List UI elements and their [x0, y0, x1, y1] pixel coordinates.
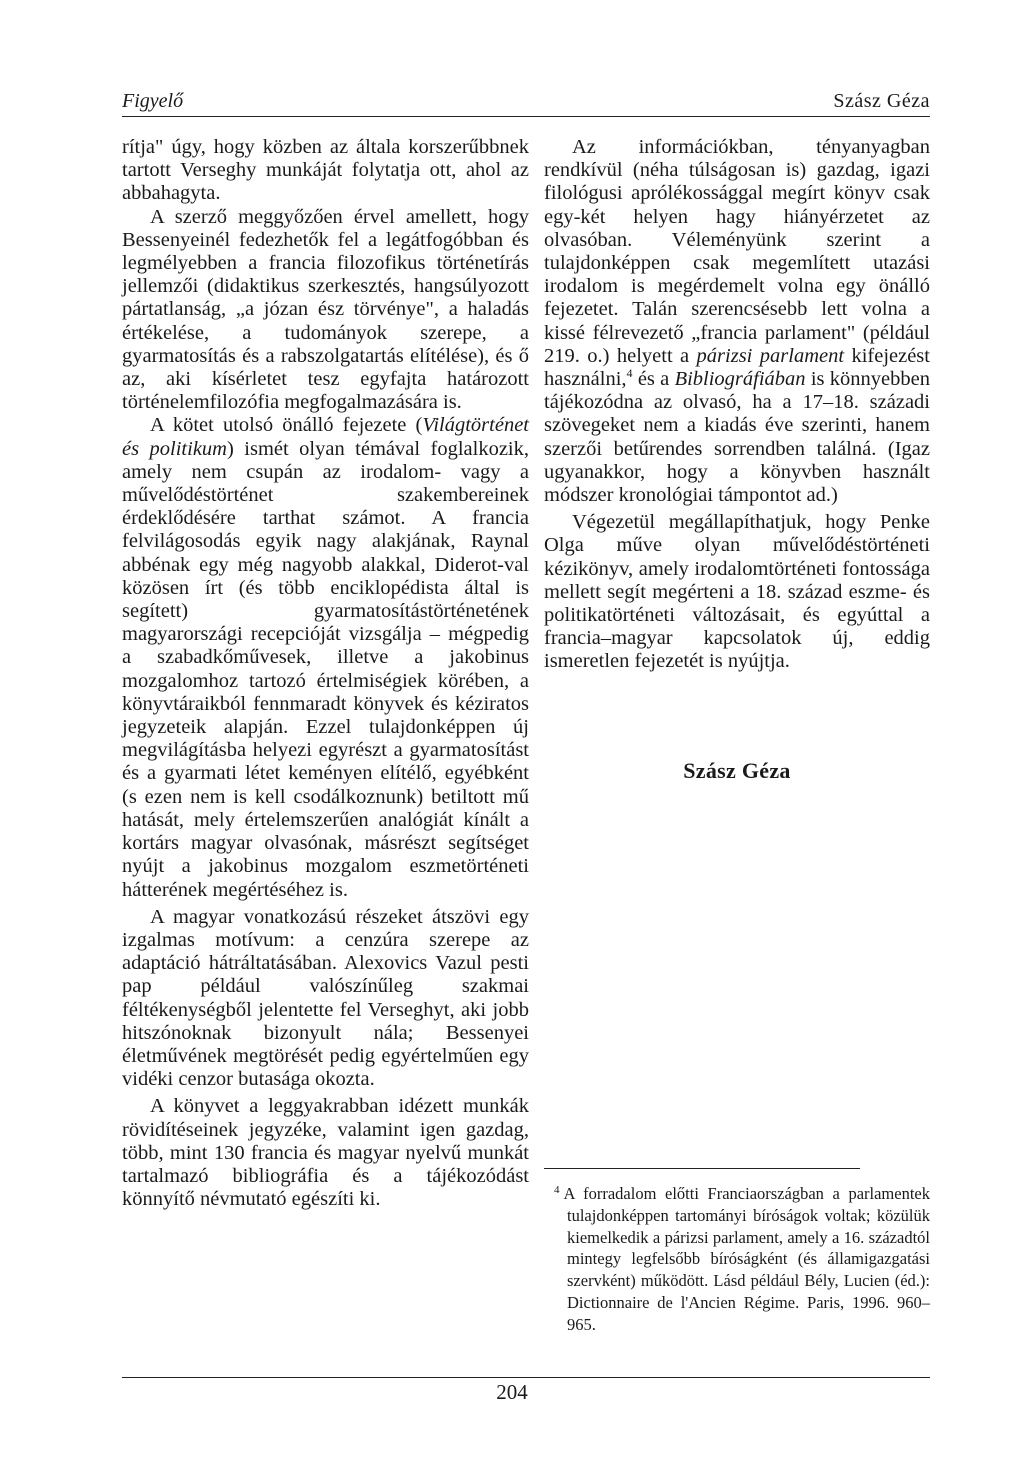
chapter-title: Világtörténet és politikum [122, 414, 529, 460]
section-title: Figyelő [122, 90, 184, 112]
emphasis: Bibliográfiában [674, 368, 806, 391]
paragraph: A kötet utolsó önálló fejezete (Világtörténet és politikum) ismét olyan témával foglalkozik, amely nem csupán az irodalom- vagy a művelődéstörténet szakembereinek érdeklődésére tarthat számot. A francia felvilágosodás egyik nagy alakjának, Raynal abbénak egy még nagyobb alakkal, Diderot-val közösen írt (és több enciklopédista által is segített) gyarmatosítástörténetének magyarországi recepcióját vizsgálja – mégpedig a szabadkőművesek, illetve a jakobinus mozgalomhoz tartozó értelmiségiek körében, a könyvtáraikból fennmaradt könyvek és kéziratos jegyzeteik alapján. Ezzel tulajdonképpen új megvilágításba helyezi egyrészt a gyarmatosítást és a gyarmati létet keményen elítélő, egyébként (s ezen nem is kell csodálkoznunk) betiltott mű hatását, mely értelemszerűen analógiát kínált a kortárs magyar olvasónak, másrészt segítséget nyújt a jakobinus mozgalom eszmetörténeti hátterének megértéséhez is. [122, 414, 530, 901]
page-number: 204 [496, 1380, 528, 1404]
paragraph: A magyar vonatkozású részeket átszövi egy izgalmas motívum: a cenzúra szerepe az adaptáció hátráltatásában. Alexovics Vazul pesti pap például valószínűleg szakmai féltékenységből jelentette fel Verseghyt, aki jobb hitszónoknak bizonyult nála; Bessenyei életművének megtörését pedig egyértelműen egy vidéki cenzor butasága okozta. [122, 905, 529, 1091]
paragraph: A könyvet a leggyakrabban idézett munkák rövidítéseinek jegyzéke, valamint igen gazdag, több, mint 130 francia és magyar nyelvű munkát tartalmazó bibliográfia és a tájékozódást könnyítő névmutató egészíti ki. [122, 1095, 529, 1211]
paragraph: Végezetül megállapíthatjuk, hogy Penke Olga műve olyan művelődéstörténeti kézikönyv, amely irodalomtörténeti fontossága mellett segít megérteni a 18. század eszme- és politikatörténeti változásait, és egyúttal a francia–magyar kapcsolatok új, eddig ismeretlen fejezetét is nyújtja. [544, 511, 930, 673]
emphasis: párizsi parlament [696, 344, 845, 367]
running-header [122, 86, 930, 117]
footnote [544, 1183, 930, 1336]
left-column [122, 136, 529, 1211]
footnote-divider [544, 1168, 860, 1169]
right-column [544, 136, 930, 674]
paragraph: rítja" úgy, hogy közben az általa korszerűbbnek tartott Verseghy munkáját folytatja ott, ahol az abbahagyta. [122, 136, 529, 205]
footer-divider [122, 1377, 930, 1378]
header-author: Szász Géza [833, 90, 930, 112]
footnote-number: 4 [554, 1183, 560, 1196]
paragraph: Az információkban, tényanyagban rendkívül (néha túlságosan is) gazdag, igazi filológusi aprólékossággal megírt könyv csak egy-két helyen hagy hiányérzetet az olvasóban. Véleményünk szerint a tulajdonképpen csak megemlített utazási irodalom is megérdemelt volna egy önálló fejezetet. Talán szerencsésebb lett volna a kissé félrevezető „francia parlament" (például 219. o.) helyett a párizsi parlament kifejezést használni,$^4$ és a Bibliográfiában is könnyebben tájékozódna az olvasó, ha a 17–18. századi szövegeket nem a kiadás éve szerinti, hanem szerzői betűrendes sorrendben találná. (Igaz ugyanakkor, hogy a könyvben használt módszer kronológiai támpontot ad.) [544, 136, 930, 507]
footnote-text: A forradalom előtti Franciaországban a parlamentek tulajdonképpen tartományi bíróságok voltak; közülük kiemelkedik a párizsi parlament, amely a 16. századtól mintegy legfelsőbb bíróságként (és államigazgatási szervként) működött. Lásd például Bély, Lucien (éd.): Dictionnaire de l'Ancien Régime. Paris, 1996. 960–965. [563, 1184, 930, 1334]
paragraph: A szerző meggyőzően érvel amellett, hogy Bessenyeinél fedezhetők fel a legátfogóbban és legmélyebben a francia filozofikus történetírás jellemzői (didaktikus szerkesztés, hangsúlyozott pártatlanság, „a józan ész törvénye", a haladás értékelése, a tudományok szerepe, a gyarmatosítás és a rabszolgatartás elítélése), és ő az, aki kísérletet tesz egyfajta határozott történelemfilozófia megfogalmazására is. [122, 205, 529, 414]
signature: Szász Géza [683, 758, 791, 783]
footnote-ref: 4 [626, 366, 633, 381]
